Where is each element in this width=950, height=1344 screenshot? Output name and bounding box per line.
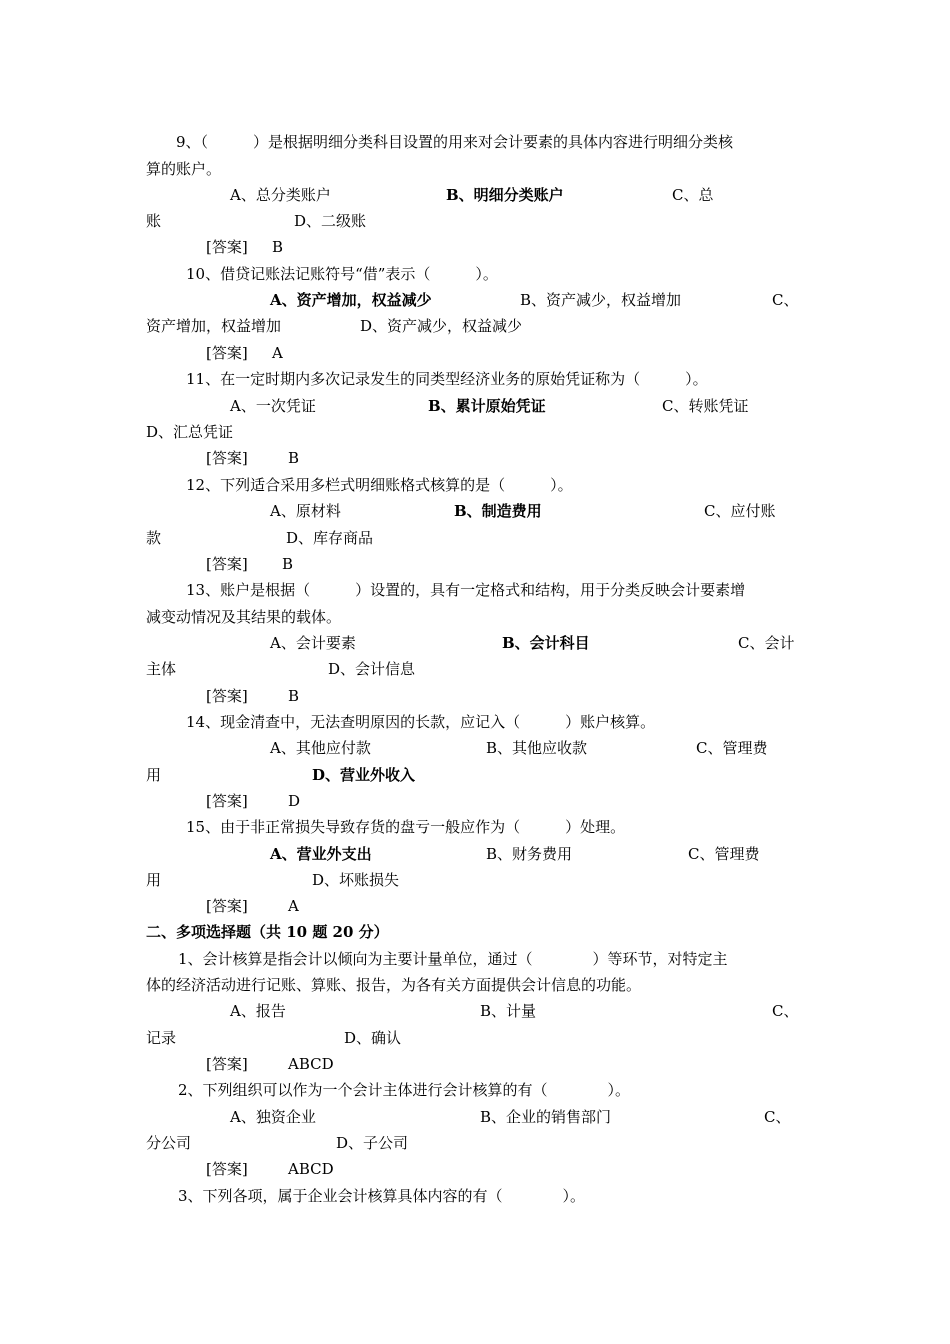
option-d: D、会计信息 (328, 660, 416, 678)
option-b: B、其他应收款 (486, 739, 588, 757)
option-a: A、其他应付款 (270, 739, 371, 757)
option-c-cont: 款 (146, 529, 162, 547)
question-11-options (146, 394, 800, 418)
question-text: 1、会计核算是指会计以倾向为主要计量单位，通过（ ）等环节，对特定主 (178, 950, 728, 968)
question-13-options (146, 631, 800, 655)
option-a: A、原材料 (270, 502, 341, 520)
answer-label: [答案] (206, 687, 248, 705)
question-10-answer (146, 341, 800, 365)
question-11-stem (146, 367, 800, 391)
option-b: B、制造费用 (454, 502, 542, 520)
question-14-options (146, 736, 800, 760)
option-d: D、资产减少，权益减少 (360, 317, 523, 335)
question-9-answer (146, 235, 800, 259)
option-a: A、会计要素 (270, 634, 356, 652)
answer-label: [答案] (206, 344, 248, 362)
option-a: A、一次凭证 (230, 397, 316, 415)
answer-label: [答案] (206, 1160, 248, 1178)
answer-value: ABCD (288, 1055, 334, 1073)
answer-value: ABCD (288, 1160, 334, 1178)
answer-label: [答案] (206, 897, 248, 915)
option-d: D、子公司 (336, 1134, 409, 1152)
question-14-options-cont (146, 763, 800, 787)
question-text: 3、下列各项，属于企业会计核算具体内容的有（ ）。 (178, 1187, 586, 1205)
answer-label: [答案] (206, 1055, 248, 1073)
option-c-cont: 用 (146, 766, 162, 784)
question-10-options (146, 288, 800, 312)
answer-value: A (288, 897, 299, 915)
multi-question-1-answer (146, 1052, 800, 1076)
answer-value: A (272, 344, 283, 362)
option-c-cont: 分公司 (146, 1134, 192, 1152)
answer-value: B (288, 449, 300, 467)
option-d: D、营业外收入 (312, 766, 416, 784)
option-b: B、累计原始凭证 (428, 397, 546, 415)
question-text: 11、在一定时期内多次记录发生的同类型经济业务的原始凭证称为（ ）。 (186, 370, 708, 388)
question-text: 12、下列适合采用多栏式明细账格式核算的是（ ）。 (186, 476, 573, 494)
option-d: D、二级账 (294, 212, 367, 230)
answer-value: B (288, 687, 300, 705)
question-15-answer (146, 894, 800, 918)
question-text: 2、下列组织可以作为一个会计主体进行会计核算的有（ ）。 (178, 1081, 631, 1099)
option-c: C、应付账 (704, 502, 776, 520)
option-a: A、总分类账户 (230, 186, 331, 204)
question-15-options-cont (146, 868, 800, 892)
multi-question-1-stem (146, 947, 800, 971)
option-c: C、会计 (738, 634, 795, 652)
option-c: C、 (772, 1002, 799, 1020)
option-a: A、报告 (230, 1002, 286, 1020)
question-14-answer (146, 789, 800, 813)
question-12-options (146, 499, 800, 523)
question-14-stem (146, 710, 800, 734)
multi-question-1-stem-cont (146, 973, 800, 997)
option-d: D、库存商品 (286, 529, 374, 547)
option-c-cont: 用 (146, 871, 162, 889)
multi-question-3-stem (146, 1184, 800, 1208)
question-9-stem (146, 130, 800, 154)
answer-label: [答案] (206, 792, 248, 810)
question-9-options-cont (146, 209, 800, 233)
question-12-stem (146, 473, 800, 497)
question-13-stem-cont (146, 605, 800, 629)
question-11-options-cont (146, 420, 800, 444)
option-c-cont: 记录 (146, 1029, 177, 1047)
option-b: B、会计科目 (502, 634, 590, 652)
multi-question-2-options-cont (146, 1131, 800, 1155)
multi-question-1-options-cont (146, 1026, 800, 1050)
option-a: A、独资企业 (230, 1108, 316, 1126)
section-title: 二、多项选择题（共 10 题 20 分） (146, 923, 389, 941)
question-12-options-cont (146, 526, 800, 550)
multi-question-2-answer (146, 1157, 800, 1181)
question-13-options-cont (146, 657, 800, 681)
section-heading (146, 920, 800, 944)
multi-question-2-stem (146, 1078, 800, 1102)
option-b: B、企业的销售部门 (480, 1108, 612, 1126)
option-c: C、 (764, 1108, 791, 1126)
option-c: C、管理费 (696, 739, 768, 757)
answer-label: [答案] (206, 238, 248, 256)
question-text: 14、现金清查中，无法查明原因的长款，应记入（ ）账户核算。 (186, 713, 656, 731)
answer-value: B (272, 238, 284, 256)
question-13-answer (146, 684, 800, 708)
option-c: C、总 (672, 186, 714, 204)
option-d: D、汇总凭证 (146, 423, 234, 441)
option-b: B、资产减少，权益增加 (520, 291, 682, 309)
question-10-options-cont (146, 314, 800, 338)
option-b: B、财务费用 (486, 845, 573, 863)
question-text: 9、（ ）是根据明细分类科目设置的用来对会计要素的具体内容进行明细分类核 (176, 133, 734, 151)
multi-question-2-options (146, 1105, 800, 1129)
question-15-options (146, 842, 800, 866)
option-c-cont: 账 (146, 212, 162, 230)
question-text: 算的账户。 (146, 160, 222, 178)
option-c: C、转账凭证 (662, 397, 749, 415)
option-b: B、计量 (480, 1002, 537, 1020)
question-text: 体的经济活动进行记账、算账、报告，为各有关方面提供会计信息的功能。 (146, 976, 642, 994)
question-9-options (146, 183, 800, 207)
answer-label: [答案] (206, 449, 248, 467)
option-a: A、营业外支出 (270, 845, 372, 863)
option-d: D、确认 (344, 1029, 402, 1047)
option-c: C、 (772, 291, 799, 309)
question-text: 减变动情况及其结果的载体。 (146, 608, 342, 626)
multi-question-1-options (146, 999, 800, 1023)
question-13-stem (146, 578, 800, 602)
option-c-cont: 资产增加，权益增加 (146, 317, 282, 335)
answer-value: B (282, 555, 294, 573)
question-text: 15、由于非正常损失导致存货的盘亏一般应作为（ ）处理。 (186, 818, 626, 836)
option-c: C、管理费 (688, 845, 760, 863)
question-10-stem (146, 262, 800, 286)
question-9-stem-cont (146, 157, 800, 181)
question-text: 10、借贷记账法记账符号“借”表示（ ）。 (186, 265, 498, 283)
question-11-answer (146, 446, 800, 470)
option-d: D、坏账损失 (312, 871, 400, 889)
question-12-answer (146, 552, 800, 576)
answer-label: [答案] (206, 555, 248, 573)
option-c-cont: 主体 (146, 660, 177, 678)
question-text: 13、账户是根据（ ）设置的，具有一定格式和结构，用于分类反映会计要素增 (186, 581, 746, 599)
option-b: B、明细分类账户 (446, 186, 564, 204)
answer-value: D (288, 792, 301, 810)
question-15-stem (146, 815, 800, 839)
option-a: A、资产增加，权益减少 (270, 291, 432, 309)
